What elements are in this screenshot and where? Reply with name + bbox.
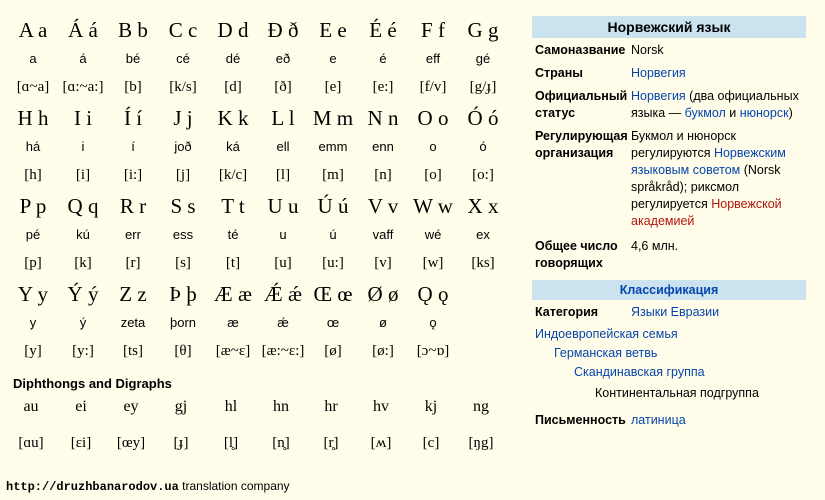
letter-name: ǫ [429,315,437,330]
status-norway-link[interactable]: Норвегия [631,89,686,103]
letter-ipa: [ks] [471,255,495,271]
tree-level-3[interactable]: Скандинавская группа [574,365,705,379]
letter-ipa: [f/v] [419,79,447,95]
digraph-ipa: [ɑu] [18,435,44,451]
digraph: hl [224,398,238,415]
digraph-ipa: [œy] [116,435,146,451]
letter-ipa: [p] [24,255,42,271]
category-key: Категория [535,305,599,319]
self-name-key: Самоназвание [535,43,626,57]
letter-letters: C c [168,18,198,42]
status-row [532,88,806,122]
countries-row [532,65,806,82]
alphabet-ipa-row [8,248,508,278]
writing-key: Письменность [535,413,626,427]
letter-ipa: [æ:~ɛ:] [261,343,305,359]
letter-ipa: [s] [175,255,191,271]
letter-letters: Í í [123,106,143,130]
letter-ipa: [ø:] [372,343,394,359]
letter-letters: Æ æ [214,282,252,306]
letter-name: ess [172,227,194,242]
status-text-2: и [725,106,740,120]
letter-letters: É é [369,18,397,42]
letter-name: ø [379,315,387,330]
alphabet-letters-row [8,278,508,310]
tree-level-4: Континентальная подгруппа [595,386,759,400]
letter-letters: H h [17,106,49,130]
letter-ipa: [v] [374,255,392,271]
status-value [631,88,806,122]
regulator-key: Регулирующая организация [535,129,628,160]
letter-name: zeta [120,315,146,330]
digraph: ey [123,398,139,415]
letter-letters: D d [217,18,249,42]
letter-letters: F f [421,18,445,42]
alphabet-name-row [8,134,508,160]
letter-letters: R r [119,194,147,218]
letter-letters: S s [170,194,196,218]
classification-title: Классификация [532,280,806,300]
letter-name: wé [424,227,442,242]
letter-ipa: [k/s] [169,79,197,95]
digraph: au [23,398,39,415]
letter-letters: A a [18,18,48,42]
letter-ipa: [y:] [72,343,94,359]
letter-ipa: [u:] [322,255,344,271]
letter-name: dé [225,51,241,66]
letter-name: há [25,139,41,154]
letter-name: þorn [169,315,197,330]
self-name-row [532,42,806,59]
letter-letters: Ó ó [467,106,499,130]
letter-ipa: [b] [124,79,142,95]
letter-ipa: [r] [125,255,141,271]
letter-ipa: [u] [274,255,292,271]
letter-letters: I i [73,106,93,130]
letter-letters: Ð ð [267,18,299,42]
letter-letters: Q q [67,194,99,218]
letter-ipa: [o:] [472,167,494,183]
letter-letters: B b [118,18,148,42]
letter-name: o [429,139,437,154]
letter-letters: K k [217,106,249,130]
letter-ipa: [ɔ~ɒ] [416,343,450,359]
letter-name: gé [475,51,491,66]
letter-ipa: [d] [224,79,242,95]
digraph-ipa: [ʍ] [370,435,392,451]
letter-ipa: [æ~ɛ] [215,343,251,359]
letter-letters: X x [467,194,499,218]
digraph-ipa: [c] [422,435,440,451]
digraph: ei [75,398,87,415]
regulator-text-1: Букмол и нюнорск регулируются [631,129,736,160]
letter-name: eff [425,51,441,66]
regulator-row [532,128,806,230]
alphabet-name-row [8,46,508,72]
academy-link[interactable]: Норвежской академией [631,197,782,228]
letter-name: joð [174,139,192,154]
alphabet-letters-row [8,190,508,222]
nynorsk-link[interactable]: нюнорск [739,106,789,120]
letter-ipa: [e:] [372,79,394,95]
digraph-ipa: [n̥] [272,435,290,451]
digraph-ipa: [l̥] [223,435,239,451]
letter-ipa: [ɑ~a] [16,79,50,95]
letter-ipa: [k/c] [218,167,248,183]
status-text-3: ) [788,106,793,120]
language-council-link[interactable]: Норвежским языковым советом [631,146,786,177]
letter-name: ú [329,227,337,242]
letter-ipa: [m] [322,167,344,183]
self-name-value: Norsk [631,43,664,57]
letter-ipa: [h] [24,167,42,183]
alphabet-name-row [8,222,508,248]
category-link[interactable]: Языки Евразии [631,305,720,319]
digraph-ipa: [ɛi] [70,435,92,451]
letter-ipa: [ts] [123,343,143,359]
digraph-ipa: [ɟ] [173,435,189,451]
bokmal-link[interactable]: букмол [684,106,726,120]
letter-ipa: [n] [374,167,392,183]
speakers-key: Общее число говорящих [535,239,618,270]
letter-name: é [379,51,387,66]
letter-letters: Ø ø [367,282,399,306]
letter-name: e [329,51,337,66]
letter-ipa: [ð] [274,79,292,95]
countries-link[interactable]: Норвегия [631,66,686,80]
letter-ipa: [g/ɟ] [469,79,497,95]
letter-name: emm [318,139,348,154]
letter-name: eð [275,51,291,66]
letter-letters: Z z [119,282,147,306]
letter-ipa: [i] [75,167,91,183]
letter-name: cé [176,51,190,66]
letter-letters: Œ œ [313,282,353,306]
letter-name: vaff [372,227,394,242]
letter-name: í [131,139,135,154]
letter-ipa: [l] [275,167,291,183]
infobox [532,16,806,429]
diphthongs-title: Diphthongs and Digraphs [13,376,172,391]
footer [6,479,290,494]
letter-ipa: [y] [24,343,42,359]
letter-name: ý [79,315,87,330]
digraph: hv [373,398,389,415]
letter-letters: L l [271,106,295,130]
speakers-value: 4,6 млн. [631,239,679,253]
digraph: kj [424,398,438,415]
letter-name: bé [125,51,141,66]
alphabet-letters-row [8,14,508,46]
footer-url[interactable]: http://druzhbanarodov.ua [6,480,179,494]
letter-name: a [29,51,37,66]
letter-letters: Y y [17,282,49,306]
letter-letters: M m [312,106,354,130]
letter-ipa: [ø] [324,343,342,359]
letter-name: kú [76,227,90,242]
letter-letters: Á á [68,18,98,42]
status-key: Официальный статус [535,89,628,120]
letter-letters: N n [367,106,399,130]
letter-ipa: [t] [225,255,241,271]
letter-letters: U u [267,194,299,218]
infobox-title: Норвежский язык [532,16,806,38]
letter-ipa: [o] [424,167,442,183]
alphabet-ipa-row [8,336,508,366]
letter-name: err [125,227,141,242]
letter-ipa: [k] [74,255,92,271]
alphabet-table [8,14,508,366]
letter-letters: O o [417,106,449,130]
alphabet-name-row [8,310,508,336]
writing-row [532,412,806,429]
letter-name: ex [476,227,490,242]
letter-letters: Ý ý [67,282,99,306]
digraph-ipa: [r̥] [323,435,339,451]
footer-text: translation company [178,479,290,493]
letter-ipa: [j] [175,167,191,183]
alphabet-ipa-row [8,160,508,190]
letter-ipa: [e] [324,79,342,95]
letter-letters: Ú ú [317,194,349,218]
letter-name: œ [326,315,340,330]
diphthongs-table [6,396,506,460]
countries-key: Страны [535,66,583,80]
letter-name: u [279,227,287,242]
letter-ipa: [θ] [174,343,192,359]
letter-name: ó [479,139,487,154]
digraph: ng [473,398,489,415]
letter-letters: V v [367,194,399,218]
writing-link[interactable]: латиница [631,413,686,427]
letter-name: ell [276,139,290,154]
letter-letters: E e [319,18,347,42]
letter-name: i [81,139,85,154]
regulator-value [631,128,806,230]
letter-letters: Þ þ [169,282,197,306]
digraph: gj [174,398,188,415]
letter-letters: Ǫ ǫ [417,282,449,306]
tree-level-2[interactable]: Германская ветвь [554,346,658,360]
letter-letters: Ǽ ǽ [264,282,302,306]
alphabet-letters-row [8,102,508,134]
letter-name: té [227,227,239,242]
digraph: hr [324,398,338,415]
regulator-text-2: (Norsk språkråd); риксмол регулируется [631,163,781,211]
category-row [532,304,806,321]
alphabet-ipa-row [8,72,508,102]
letter-ipa: [i:] [123,167,143,183]
speakers-row [532,238,806,272]
digraph-ipa: [ŋg] [468,435,494,451]
letter-name: æ [227,315,239,330]
letter-letters: J j [173,106,193,130]
letter-name: ǽ [277,315,289,330]
digraph: hn [273,398,289,415]
letter-ipa: [ɑ:~a:] [62,79,104,95]
letter-letters: P p [19,194,47,218]
tree-level-1[interactable]: Индоевропейская семья [535,327,678,341]
letter-name: á [79,51,87,66]
classification-tree [532,325,806,403]
letter-name: ká [226,139,240,154]
status-text-1: (два официальных языка — [631,89,799,120]
letter-name: pé [25,227,41,242]
letter-letters: T t [221,194,245,218]
letter-letters: G g [467,18,499,42]
letter-name: enn [372,139,394,154]
letter-name: y [29,315,37,330]
letter-letters: W w [413,194,453,218]
letter-ipa: [w] [422,255,444,271]
